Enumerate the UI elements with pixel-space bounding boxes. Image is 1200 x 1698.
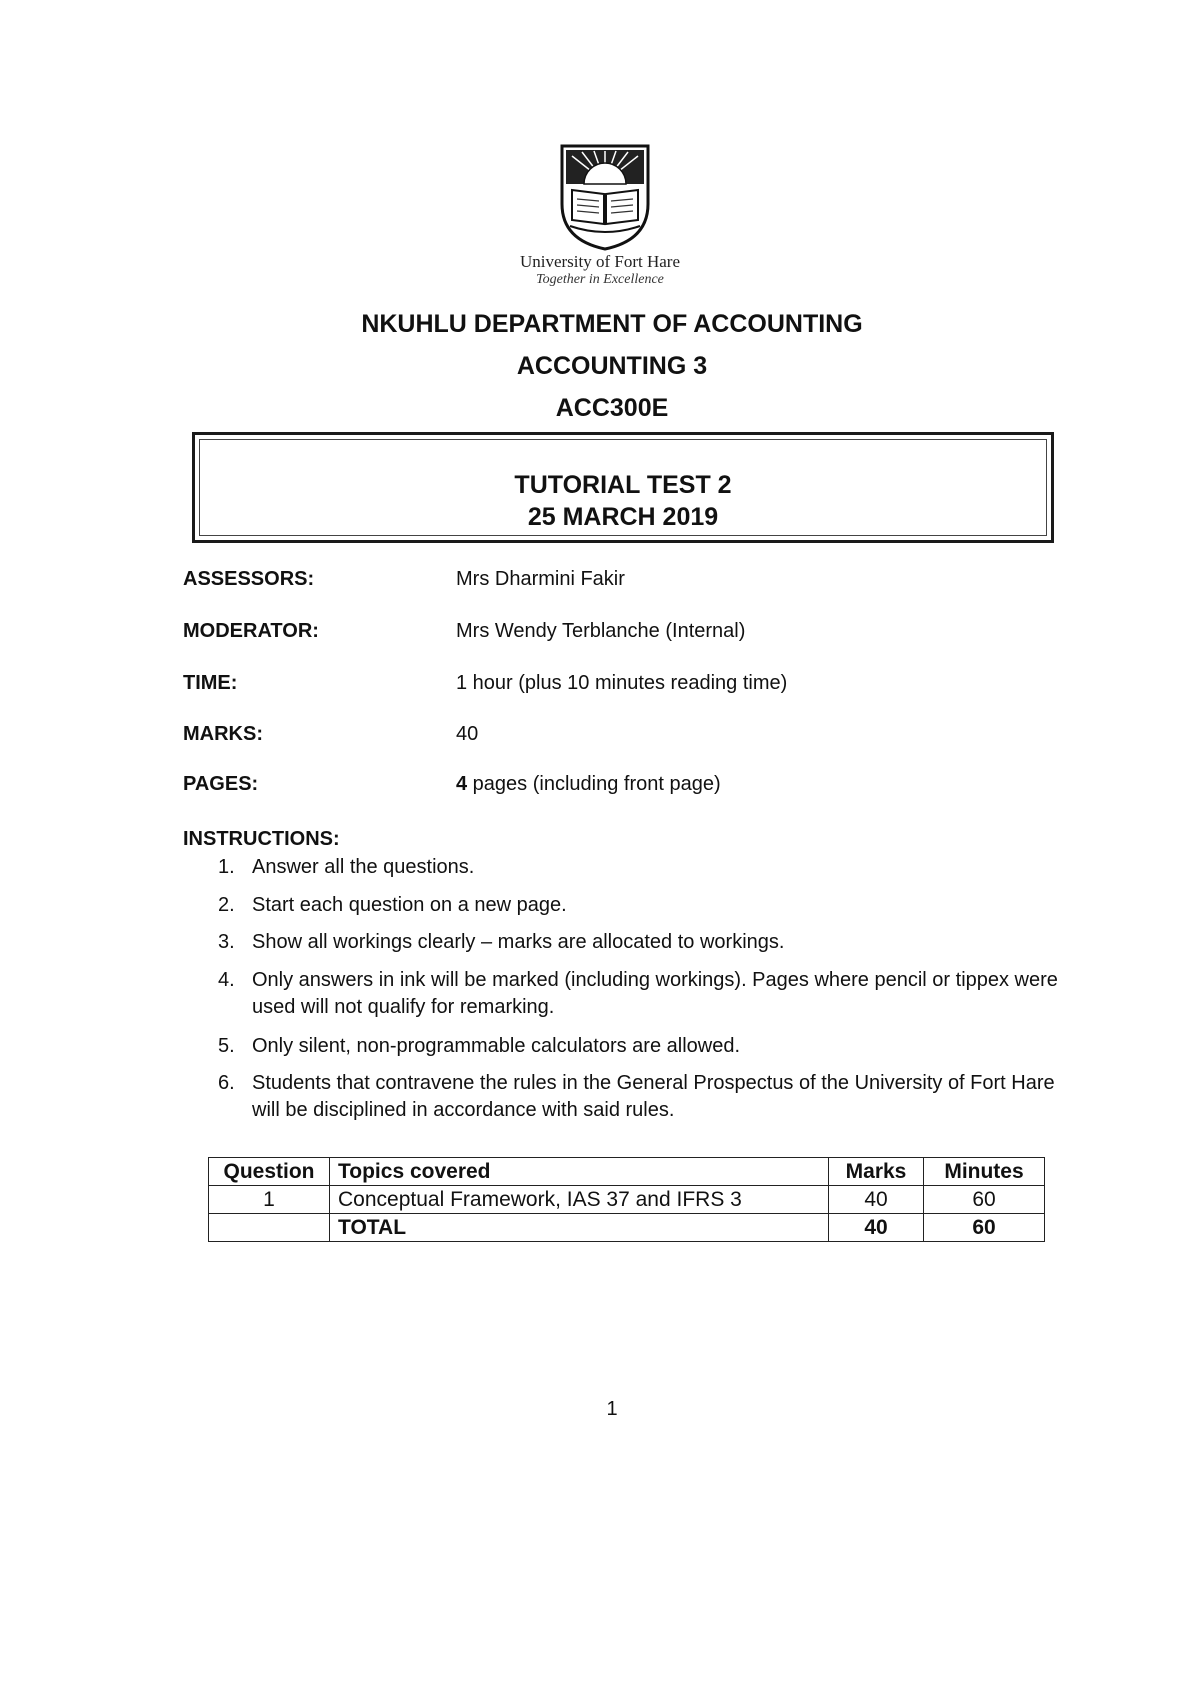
pages-description: pages (including front page) [467, 773, 721, 795]
test-title-box [192, 432, 1054, 543]
test-title: TUTORIAL TEST 2 [514, 471, 732, 499]
table-total-row [209, 1214, 1045, 1242]
page-number: 1 [606, 1398, 618, 1420]
instruction-text: Only answers in ink will be marked (including workings). Pages where pencil or tippex were used will not qualify for remarking. [252, 969, 1058, 1018]
time-label: TIME: [183, 672, 238, 694]
course-title: ACCOUNTING 3 [516, 352, 708, 380]
assessors-label: ASSESSORS: [183, 568, 315, 590]
cell-total-minutes: 60 [924, 1214, 1045, 1242]
cell-topic: Conceptual Framework, IAS 37 and IFRS 3 [330, 1186, 829, 1214]
course-code: ACC300E [555, 394, 669, 422]
pages-value [456, 773, 721, 796]
instruction-number: 2. [218, 894, 235, 916]
marks-label: MARKS: [183, 723, 263, 745]
instruction-text: Show all workings clearly – marks are allocated to workings. [252, 931, 785, 953]
instruction-number: 4. [218, 969, 235, 991]
instruction-number: 6. [218, 1072, 235, 1094]
instruction-text: Start each question on a new page. [252, 894, 567, 916]
instructions-title: INSTRUCTIONS: [183, 828, 340, 850]
cell-minutes: 60 [924, 1186, 1045, 1214]
topics-table [208, 1157, 1045, 1242]
moderator-label: MODERATOR: [183, 620, 319, 642]
university-crest-icon [558, 142, 652, 252]
instruction-text: Answer all the questions. [252, 856, 475, 878]
header-topics: Topics covered [330, 1158, 829, 1186]
table-header-row [209, 1158, 1045, 1186]
instruction-number: 1. [218, 856, 235, 878]
cell-total-question [209, 1214, 330, 1242]
test-date: 25 MARCH 2019 [527, 503, 719, 531]
department-title: NKUHLU DEPARTMENT OF ACCOUNTING [361, 310, 863, 338]
cell-total-label: TOTAL [330, 1214, 829, 1242]
university-motto: Together in Excellence [536, 272, 664, 287]
university-name: University of Fort Hare [519, 252, 681, 271]
header-minutes: Minutes [924, 1158, 1045, 1186]
pages-label: PAGES: [183, 773, 259, 795]
header-question: Question [209, 1158, 330, 1186]
instruction-number: 3. [218, 931, 235, 953]
instruction-number: 5. [218, 1035, 235, 1057]
instruction-text: Students that contravene the rules in the General Prospectus of the University of Fort Hare will be disciplined in accordance with said rules. [252, 1072, 1055, 1121]
cell-marks: 40 [829, 1186, 924, 1214]
cell-total-marks: 40 [829, 1214, 924, 1242]
cell-question: 1 [209, 1186, 330, 1214]
marks-value: 40 [456, 723, 479, 745]
moderator-value: Mrs Wendy Terblanche (Internal) [456, 620, 746, 642]
assessors-value: Mrs Dharmini Fakir [456, 568, 625, 590]
instruction-text: Only silent, non-programmable calculators are allowed. [252, 1035, 741, 1057]
header-marks: Marks [829, 1158, 924, 1186]
table-row [209, 1186, 1045, 1214]
pages-count: 4 [456, 773, 468, 795]
time-value: 1 hour (plus 10 minutes reading time) [456, 672, 788, 694]
